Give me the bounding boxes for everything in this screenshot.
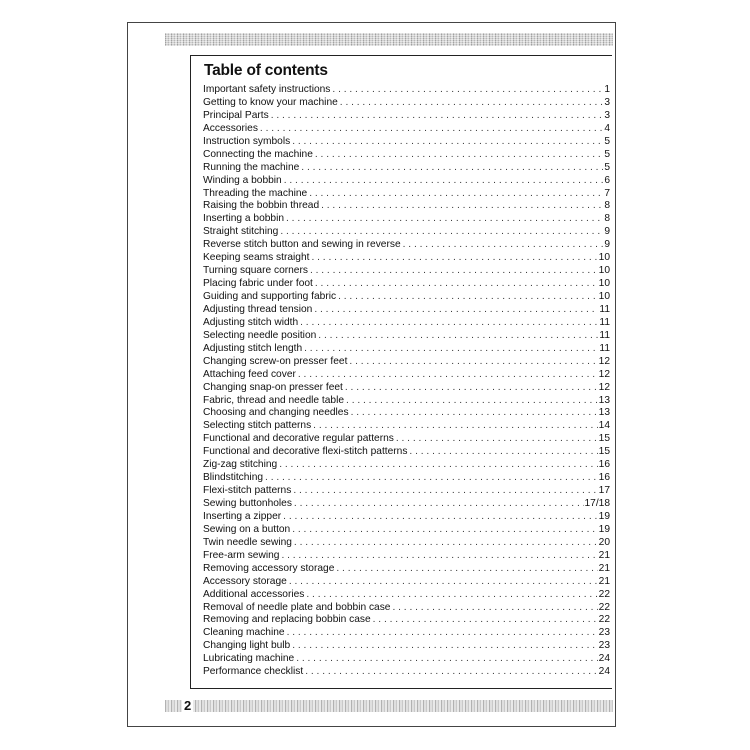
toc-entry-page: 15 <box>598 446 610 458</box>
toc-entry <box>203 602 610 615</box>
header-band <box>165 33 613 46</box>
toc-entry-page: 23 <box>598 627 610 639</box>
toc-entry <box>203 343 610 356</box>
dot-leader <box>332 84 603 97</box>
toc-entry <box>203 317 610 330</box>
dot-leader <box>349 356 597 369</box>
dot-leader <box>351 407 598 420</box>
toc-entry-page: 5 <box>604 161 610 173</box>
toc-entry-page: 15 <box>598 433 610 445</box>
toc-entry-page: 21 <box>598 562 610 574</box>
toc-entry <box>203 653 610 666</box>
toc-entry-page: 16 <box>598 459 610 471</box>
toc-entry <box>203 563 610 576</box>
toc-entry-page: 5 <box>604 148 610 160</box>
toc-entry <box>203 433 610 446</box>
dot-leader <box>311 252 597 265</box>
toc-entry-label: Accessory storage <box>203 575 287 587</box>
toc-entry <box>203 252 610 265</box>
dot-leader <box>373 614 598 627</box>
toc-entry <box>203 666 610 679</box>
toc-entry-label: Functional and decorative regular patterns <box>203 433 394 445</box>
toc-entry-page: 10 <box>598 252 610 264</box>
dot-leader <box>318 330 598 343</box>
toc-entry-label: Functional and decorative flexi-stitch patterns <box>203 446 408 458</box>
dot-leader <box>336 563 597 576</box>
toc-entry <box>203 627 610 640</box>
toc-entry-label: Connecting the machine <box>203 148 313 160</box>
toc-entry-label: Removal of needle plate and bobbin case <box>203 601 391 613</box>
toc-entry-page: 10 <box>598 278 610 290</box>
toc-entry-page: 11 <box>599 342 610 354</box>
toc-entry-label: Lubricating machine <box>203 653 295 665</box>
toc-entry <box>203 213 610 226</box>
toc-entry-page: 9 <box>604 239 610 251</box>
toc-entry-page: 22 <box>598 601 610 613</box>
toc-entry <box>203 239 610 252</box>
toc-entry-page: 11 <box>599 303 610 315</box>
toc-entry-label: Inserting a bobbin <box>203 213 284 225</box>
toc-entry-label: Principal Parts <box>203 109 269 121</box>
dot-leader <box>287 627 598 640</box>
toc-list <box>203 84 610 679</box>
toc-entry <box>203 498 610 511</box>
toc-entry <box>203 226 610 239</box>
toc-entry <box>203 485 610 498</box>
dot-leader <box>296 653 597 666</box>
toc-entry-page: 22 <box>598 588 610 600</box>
dot-leader <box>314 304 598 317</box>
toc-entry-label: Changing light bulb <box>203 640 291 652</box>
toc-entry-label: Adjusting thread tension <box>203 303 313 315</box>
dot-leader <box>298 369 598 382</box>
toc-entry-page: 24 <box>598 653 610 665</box>
toc-entry <box>203 291 610 304</box>
toc-entry-page: 6 <box>604 174 610 186</box>
toc-entry-label: Instruction symbols <box>203 135 291 147</box>
toc-entry <box>203 446 610 459</box>
dot-leader <box>304 343 598 356</box>
toc-entry-label: Straight stitching <box>203 226 279 238</box>
toc-entry-label: Running the machine <box>203 161 300 173</box>
toc-entry-page: 10 <box>598 265 610 277</box>
toc-entry-page: 5 <box>604 135 610 147</box>
dot-leader <box>292 136 603 149</box>
dot-leader <box>293 485 597 498</box>
dot-leader <box>315 149 603 162</box>
toc-entry <box>203 330 610 343</box>
toc-entry <box>203 524 610 537</box>
dot-leader <box>300 317 598 330</box>
toc-entry-label: Blindstitching <box>203 472 264 484</box>
dot-leader <box>305 666 597 679</box>
page-title: Table of contents <box>204 62 328 79</box>
toc-entry <box>203 356 610 369</box>
toc-entry <box>203 84 610 97</box>
toc-entry-page: 21 <box>598 575 610 587</box>
dot-leader <box>409 446 597 459</box>
toc-entry-page: 17 <box>598 485 610 497</box>
toc-entry-page: 13 <box>598 394 610 406</box>
toc-entry-page: 3 <box>604 96 610 108</box>
toc-entry-page: 12 <box>598 355 610 367</box>
toc-entry <box>203 511 610 524</box>
toc-entry-page: 9 <box>604 226 610 238</box>
page-number: 2 <box>184 698 192 713</box>
toc-entry-page: 8 <box>604 200 610 212</box>
toc-entry <box>203 550 610 563</box>
dot-leader <box>294 537 598 550</box>
toc-entry-label: Additional accessories <box>203 588 305 600</box>
toc-entry-page: 12 <box>598 368 610 380</box>
toc-entry-label: Placing fabric under foot <box>203 278 313 290</box>
toc-entry-label: Removing and replacing bobbin case <box>203 614 371 626</box>
toc-entry-label: Winding a bobbin <box>203 174 282 186</box>
toc-entry-page: 11 <box>599 316 610 328</box>
toc-entry-label: Sewing buttonholes <box>203 498 292 509</box>
toc-entry-page: 11 <box>599 329 610 341</box>
toc-entry-label: Reverse stitch button and sewing in reverse <box>203 239 401 251</box>
toc-entry-label: Performance checklist <box>203 666 304 678</box>
dot-leader <box>315 278 598 291</box>
toc-entry-label: Raising the bobbin thread <box>203 200 320 212</box>
toc-entry-page: 20 <box>598 536 610 548</box>
footer-band <box>165 700 613 712</box>
toc-entry-label: Selecting needle position <box>203 329 317 341</box>
dot-leader <box>281 550 597 563</box>
toc-entry-page: 22 <box>598 614 610 626</box>
toc-entry-page: 19 <box>598 523 610 535</box>
toc-entry <box>203 175 610 188</box>
toc-entry-label: Flexi-stitch patterns <box>203 485 292 497</box>
toc-entry-page: 4 <box>604 122 610 134</box>
toc-entry-page: 7 <box>604 187 610 199</box>
toc-entry <box>203 369 610 382</box>
toc-entry-page: 14 <box>598 420 610 432</box>
toc-entry-page: 1 <box>604 84 610 95</box>
toc-entry <box>203 123 610 136</box>
toc-entry <box>203 97 610 110</box>
toc-entry <box>203 110 610 123</box>
dot-leader <box>286 213 603 226</box>
toc-entry <box>203 589 610 602</box>
toc-entry-label: Fabric, thread and needle table <box>203 394 345 406</box>
toc-entry <box>203 459 610 472</box>
toc-entry <box>203 136 610 149</box>
toc-entry-page: 23 <box>598 640 610 652</box>
dot-leader <box>289 576 598 589</box>
toc-entry-label: Getting to know your machine <box>203 96 338 108</box>
dot-leader <box>340 97 604 110</box>
toc-entry <box>203 382 610 395</box>
toc-entry-label: Important safety instructions <box>203 84 331 95</box>
dot-leader <box>310 265 598 278</box>
toc-entry <box>203 420 610 433</box>
toc-entry <box>203 265 610 278</box>
toc-entry-label: Zig-zag stitching <box>203 459 278 471</box>
dot-leader <box>279 459 597 472</box>
toc-entry <box>203 200 610 213</box>
toc-entry-label: Accessories <box>203 122 258 134</box>
toc-entry-label: Cleaning machine <box>203 627 285 639</box>
dot-leader <box>292 524 597 537</box>
dot-leader <box>345 382 598 395</box>
toc-entry-page: 13 <box>598 407 610 419</box>
dot-leader <box>321 200 603 213</box>
toc-entry-page: 17/18 <box>584 498 610 509</box>
toc-entry <box>203 149 610 162</box>
toc-entry <box>203 576 610 589</box>
toc-entry-page: 12 <box>598 381 610 393</box>
toc-entry-page: 21 <box>598 549 610 561</box>
toc-entry-label: Turning square corners <box>203 265 308 277</box>
toc-entry <box>203 537 610 550</box>
dot-leader <box>403 239 604 252</box>
dot-leader <box>306 589 597 602</box>
toc-entry-page: 16 <box>598 472 610 484</box>
dot-leader <box>271 110 604 123</box>
toc-entry-label: Changing snap-on presser feet <box>203 381 343 393</box>
toc-entry <box>203 407 610 420</box>
toc-entry-label: Inserting a zipper <box>203 510 282 522</box>
toc-entry <box>203 188 610 201</box>
dot-leader <box>301 162 603 175</box>
dot-leader <box>284 175 604 188</box>
toc-entry-label: Changing screw-on presser feet <box>203 355 348 367</box>
dot-leader <box>260 123 603 136</box>
dot-leader <box>294 498 584 511</box>
dot-leader <box>265 472 598 485</box>
toc-entry-label: Adjusting stitch width <box>203 316 299 328</box>
toc-entry-label: Free-arm sewing <box>203 549 280 561</box>
toc-entry-label: Threading the machine <box>203 187 308 199</box>
dot-leader <box>280 226 603 239</box>
toc-entry-page: 3 <box>604 109 610 121</box>
toc-entry-page: 24 <box>598 666 610 678</box>
dot-leader <box>292 640 597 653</box>
toc-entry-label: Adjusting stitch length <box>203 342 303 354</box>
toc-entry-label: Guiding and supporting fabric <box>203 291 337 302</box>
toc-entry-page: 10 <box>598 291 610 302</box>
toc-entry-label: Choosing and changing needles <box>203 407 349 419</box>
toc-entry <box>203 640 610 653</box>
toc-entry-page: 8 <box>604 213 610 225</box>
toc-entry-label: Selecting stitch patterns <box>203 420 312 432</box>
dot-leader <box>346 395 598 408</box>
dot-leader <box>283 511 598 524</box>
dot-leader <box>396 433 598 446</box>
dot-leader <box>309 188 603 201</box>
toc-entry <box>203 614 610 627</box>
toc-entry <box>203 472 610 485</box>
toc-entry <box>203 395 610 408</box>
dot-leader <box>338 291 598 304</box>
dot-leader <box>313 420 597 433</box>
dot-leader <box>392 602 597 615</box>
toc-entry-label: Twin needle sewing <box>203 536 292 548</box>
toc-entry <box>203 304 610 317</box>
toc-entry-label: Attaching feed cover <box>203 368 296 380</box>
toc-entry-page: 19 <box>598 510 610 522</box>
toc-entry-label: Removing accessory storage <box>203 562 335 574</box>
toc-entry <box>203 278 610 291</box>
toc-entry <box>203 162 610 175</box>
toc-entry-label: Sewing on a button <box>203 523 291 535</box>
toc-entry-label: Keeping seams straight <box>203 252 310 264</box>
